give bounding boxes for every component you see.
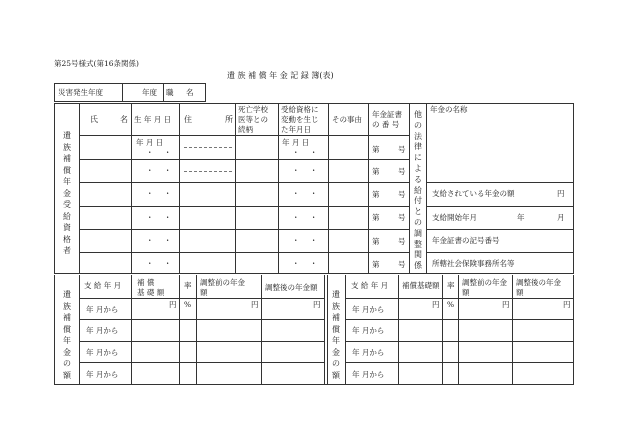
cert-suffix-6: 号 bbox=[398, 260, 406, 269]
amt-yen-before-l: 円 bbox=[251, 300, 259, 309]
amt-col-r5 bbox=[512, 275, 513, 385]
rec-row-line-4 bbox=[79, 229, 409, 230]
amt-col-mid2 bbox=[327, 275, 328, 385]
amt-before-2-l: 額 bbox=[200, 288, 208, 297]
amounts-side-label-right: 遺族補償年金の額 bbox=[332, 290, 340, 380]
col-address-1: 住 bbox=[184, 115, 192, 124]
col-change-2: 変動を生じ bbox=[281, 115, 319, 124]
paid-start-month: 月 bbox=[557, 213, 565, 222]
cert-prefix-4: 第 bbox=[372, 213, 380, 222]
cert-prefix-2: 第 bbox=[372, 167, 380, 176]
col-line-b bbox=[131, 103, 132, 274]
amt-row-line-3r bbox=[345, 362, 574, 363]
year-unit: 年度 bbox=[142, 88, 157, 97]
change-dots-2: ・ ・ bbox=[292, 166, 322, 175]
amt-col-mid bbox=[324, 275, 325, 385]
birth-ymd-label: 年 月 日 bbox=[136, 138, 164, 147]
amt-month-from-l1: 年 月から bbox=[86, 305, 119, 314]
amt-row-line-1l bbox=[79, 319, 324, 320]
amt-before-2-r: 額 bbox=[462, 288, 470, 297]
col-line-a bbox=[79, 103, 80, 274]
amt-rate-r: 率 bbox=[447, 281, 455, 290]
col-line-d bbox=[235, 103, 236, 274]
amt-before-1-r: 調整前の年金 bbox=[462, 278, 507, 287]
amt-yen-before-r: 円 bbox=[502, 300, 510, 309]
col-line-h bbox=[409, 103, 410, 274]
cert-suffix-1: 号 bbox=[398, 145, 406, 154]
amt-yen-after-r: 円 bbox=[563, 300, 571, 309]
birth-dots-4: ・ ・ bbox=[146, 213, 176, 222]
amt-base-r: 補償基礎額 bbox=[402, 281, 440, 290]
cert-suffix-5: 号 bbox=[398, 237, 406, 246]
rec-row-line-2 bbox=[79, 182, 409, 183]
form-number: 第25号様式(第16条関係) bbox=[54, 59, 139, 68]
change-ymd-label: 年 月 日 bbox=[282, 138, 310, 147]
amt-month-from-l4: 年 月から bbox=[86, 370, 119, 379]
amt-row-line-2l bbox=[79, 341, 324, 342]
pension-name-label: 年金の名称 bbox=[430, 105, 468, 114]
col-line-e bbox=[278, 103, 279, 274]
amt-after-l: 調整後の年金額 bbox=[265, 283, 318, 292]
birth-dots-6: ・ ・ bbox=[146, 259, 176, 268]
amt-pct-l: % bbox=[184, 300, 192, 309]
change-dots-1: ・ ・ bbox=[292, 148, 322, 157]
paid-start-label: 支給開始年月 bbox=[432, 213, 477, 222]
col-name-2: 名 bbox=[120, 115, 128, 124]
amt-col-l4 bbox=[196, 275, 197, 385]
col-line-i bbox=[426, 103, 427, 274]
col-line-g bbox=[368, 103, 369, 274]
change-dots-4: ・ ・ bbox=[292, 213, 322, 222]
amt-col-r4 bbox=[458, 275, 459, 385]
amt-after-2-r: 額 bbox=[516, 288, 524, 297]
amt-row-line-1r bbox=[345, 319, 574, 320]
amt-col-r3 bbox=[442, 275, 443, 385]
amt-col-l2 bbox=[131, 275, 132, 385]
col-relation-3: 続柄 bbox=[238, 125, 253, 134]
cert-prefix-1: 第 bbox=[372, 145, 380, 154]
amt-header-line-right bbox=[345, 298, 574, 299]
amt-pct-r: % bbox=[447, 300, 455, 309]
cert-symbol-label: 年金証書の記号番号 bbox=[432, 236, 500, 245]
recipients-header-line bbox=[79, 135, 409, 136]
col-relation-2: 医等との bbox=[238, 115, 268, 124]
amt-pay-month-l: 支 給 年 月 bbox=[84, 281, 122, 290]
rec-row-line-3 bbox=[79, 206, 409, 207]
amt-month-from-l2: 年 月から bbox=[86, 326, 119, 335]
col-change-3: た年月日 bbox=[281, 125, 311, 134]
cert-suffix-4: 号 bbox=[398, 213, 406, 222]
col-line-c bbox=[179, 103, 180, 274]
office-label: 所轄社会保険事務所名等 bbox=[432, 259, 515, 268]
col-name-1: 氏 bbox=[90, 115, 98, 124]
col-cert-1: 年金証書 bbox=[372, 110, 402, 119]
birth-dots-2: ・ ・ bbox=[146, 166, 176, 175]
col-line-f bbox=[328, 103, 329, 274]
amt-month-from-r1: 年 月から bbox=[352, 305, 385, 314]
change-dots-3: ・ ・ bbox=[292, 189, 322, 198]
other-law-label: 他の法律による給付との調整関係 bbox=[414, 110, 422, 271]
amt-col-l1 bbox=[79, 275, 80, 385]
cert-prefix-5: 第 bbox=[372, 237, 380, 246]
paid-amount-label: 支給されている年金の額 bbox=[432, 189, 515, 198]
header-divider-2 bbox=[163, 83, 164, 102]
cert-prefix-3: 第 bbox=[372, 190, 380, 199]
amt-col-r2 bbox=[398, 275, 399, 385]
job-name-input[interactable] bbox=[196, 84, 205, 101]
amt-pay-month-r: 支 給 年 月 bbox=[351, 281, 389, 290]
job-label: 職 bbox=[166, 88, 174, 97]
amt-row-line-3l bbox=[79, 362, 324, 363]
amt-col-l3 bbox=[179, 275, 180, 385]
amt-month-from-r2: 年 月から bbox=[352, 326, 385, 335]
amt-row-line-2r bbox=[345, 341, 574, 342]
recipients-side-label: 遺族補償年金受給資格者 bbox=[63, 131, 71, 255]
birth-dots-1: ・ ・ bbox=[146, 148, 176, 157]
amt-month-from-r3: 年 月から bbox=[352, 348, 385, 357]
disaster-year-label: 災害発生年度 bbox=[58, 88, 103, 97]
amt-col-l5 bbox=[261, 275, 262, 385]
cert-suffix-3: 号 bbox=[398, 190, 406, 199]
address-underline-1 bbox=[184, 147, 232, 148]
cert-prefix-6: 第 bbox=[372, 260, 380, 269]
birth-dots-5: ・ ・ bbox=[146, 236, 176, 245]
col-change-1: 受給資格に bbox=[281, 105, 319, 114]
amt-yen-base-r: 円 bbox=[432, 300, 440, 309]
amt-header-line-left bbox=[79, 298, 324, 299]
amt-yen-after-l: 円 bbox=[313, 300, 321, 309]
name-label: 名 bbox=[186, 88, 194, 97]
rec-row-line-5 bbox=[79, 252, 409, 253]
pension-row-line-2 bbox=[426, 206, 574, 207]
rec-row-line-1 bbox=[79, 159, 409, 160]
col-birth: 生 年 月 日 bbox=[134, 115, 172, 124]
paid-amount-unit: 円 bbox=[557, 189, 565, 198]
birth-dots-3: ・ ・ bbox=[146, 189, 176, 198]
paid-start-year: 年 bbox=[517, 213, 525, 222]
pension-row-line-3 bbox=[426, 229, 574, 230]
amt-after-1-r: 調整後の年金 bbox=[516, 278, 561, 287]
amounts-side-label-left: 遺族補償年金の額 bbox=[63, 290, 71, 380]
amt-month-from-l3: 年 月から bbox=[86, 348, 119, 357]
amt-month-from-r4: 年 月から bbox=[352, 370, 385, 379]
cert-suffix-2: 号 bbox=[398, 167, 406, 176]
col-relation-1: 死亡学校 bbox=[238, 105, 268, 114]
change-dots-6: ・ ・ bbox=[292, 259, 322, 268]
amt-before-1-l: 調整前の年金 bbox=[200, 278, 245, 287]
amt-yen-base-l: 円 bbox=[169, 300, 177, 309]
pension-row-line-4 bbox=[426, 252, 574, 253]
amt-col-r1 bbox=[345, 275, 346, 385]
amt-base-2-l: 基 礎 額 bbox=[137, 288, 165, 297]
form-title: 遺 族 補 償 年 金 記 録 簿(表) bbox=[227, 71, 334, 80]
col-address-2: 所 bbox=[225, 115, 233, 124]
col-cert-2: の 番 号 bbox=[372, 120, 400, 129]
disaster-year-input[interactable] bbox=[123, 84, 141, 101]
col-reason: その事由 bbox=[332, 115, 362, 124]
amt-base-1-l: 補 償 bbox=[137, 278, 155, 287]
pension-row-line-1 bbox=[426, 182, 574, 183]
address-underline-2 bbox=[184, 171, 232, 172]
change-dots-5: ・ ・ bbox=[292, 236, 322, 245]
amt-rate-l: 率 bbox=[184, 281, 192, 290]
